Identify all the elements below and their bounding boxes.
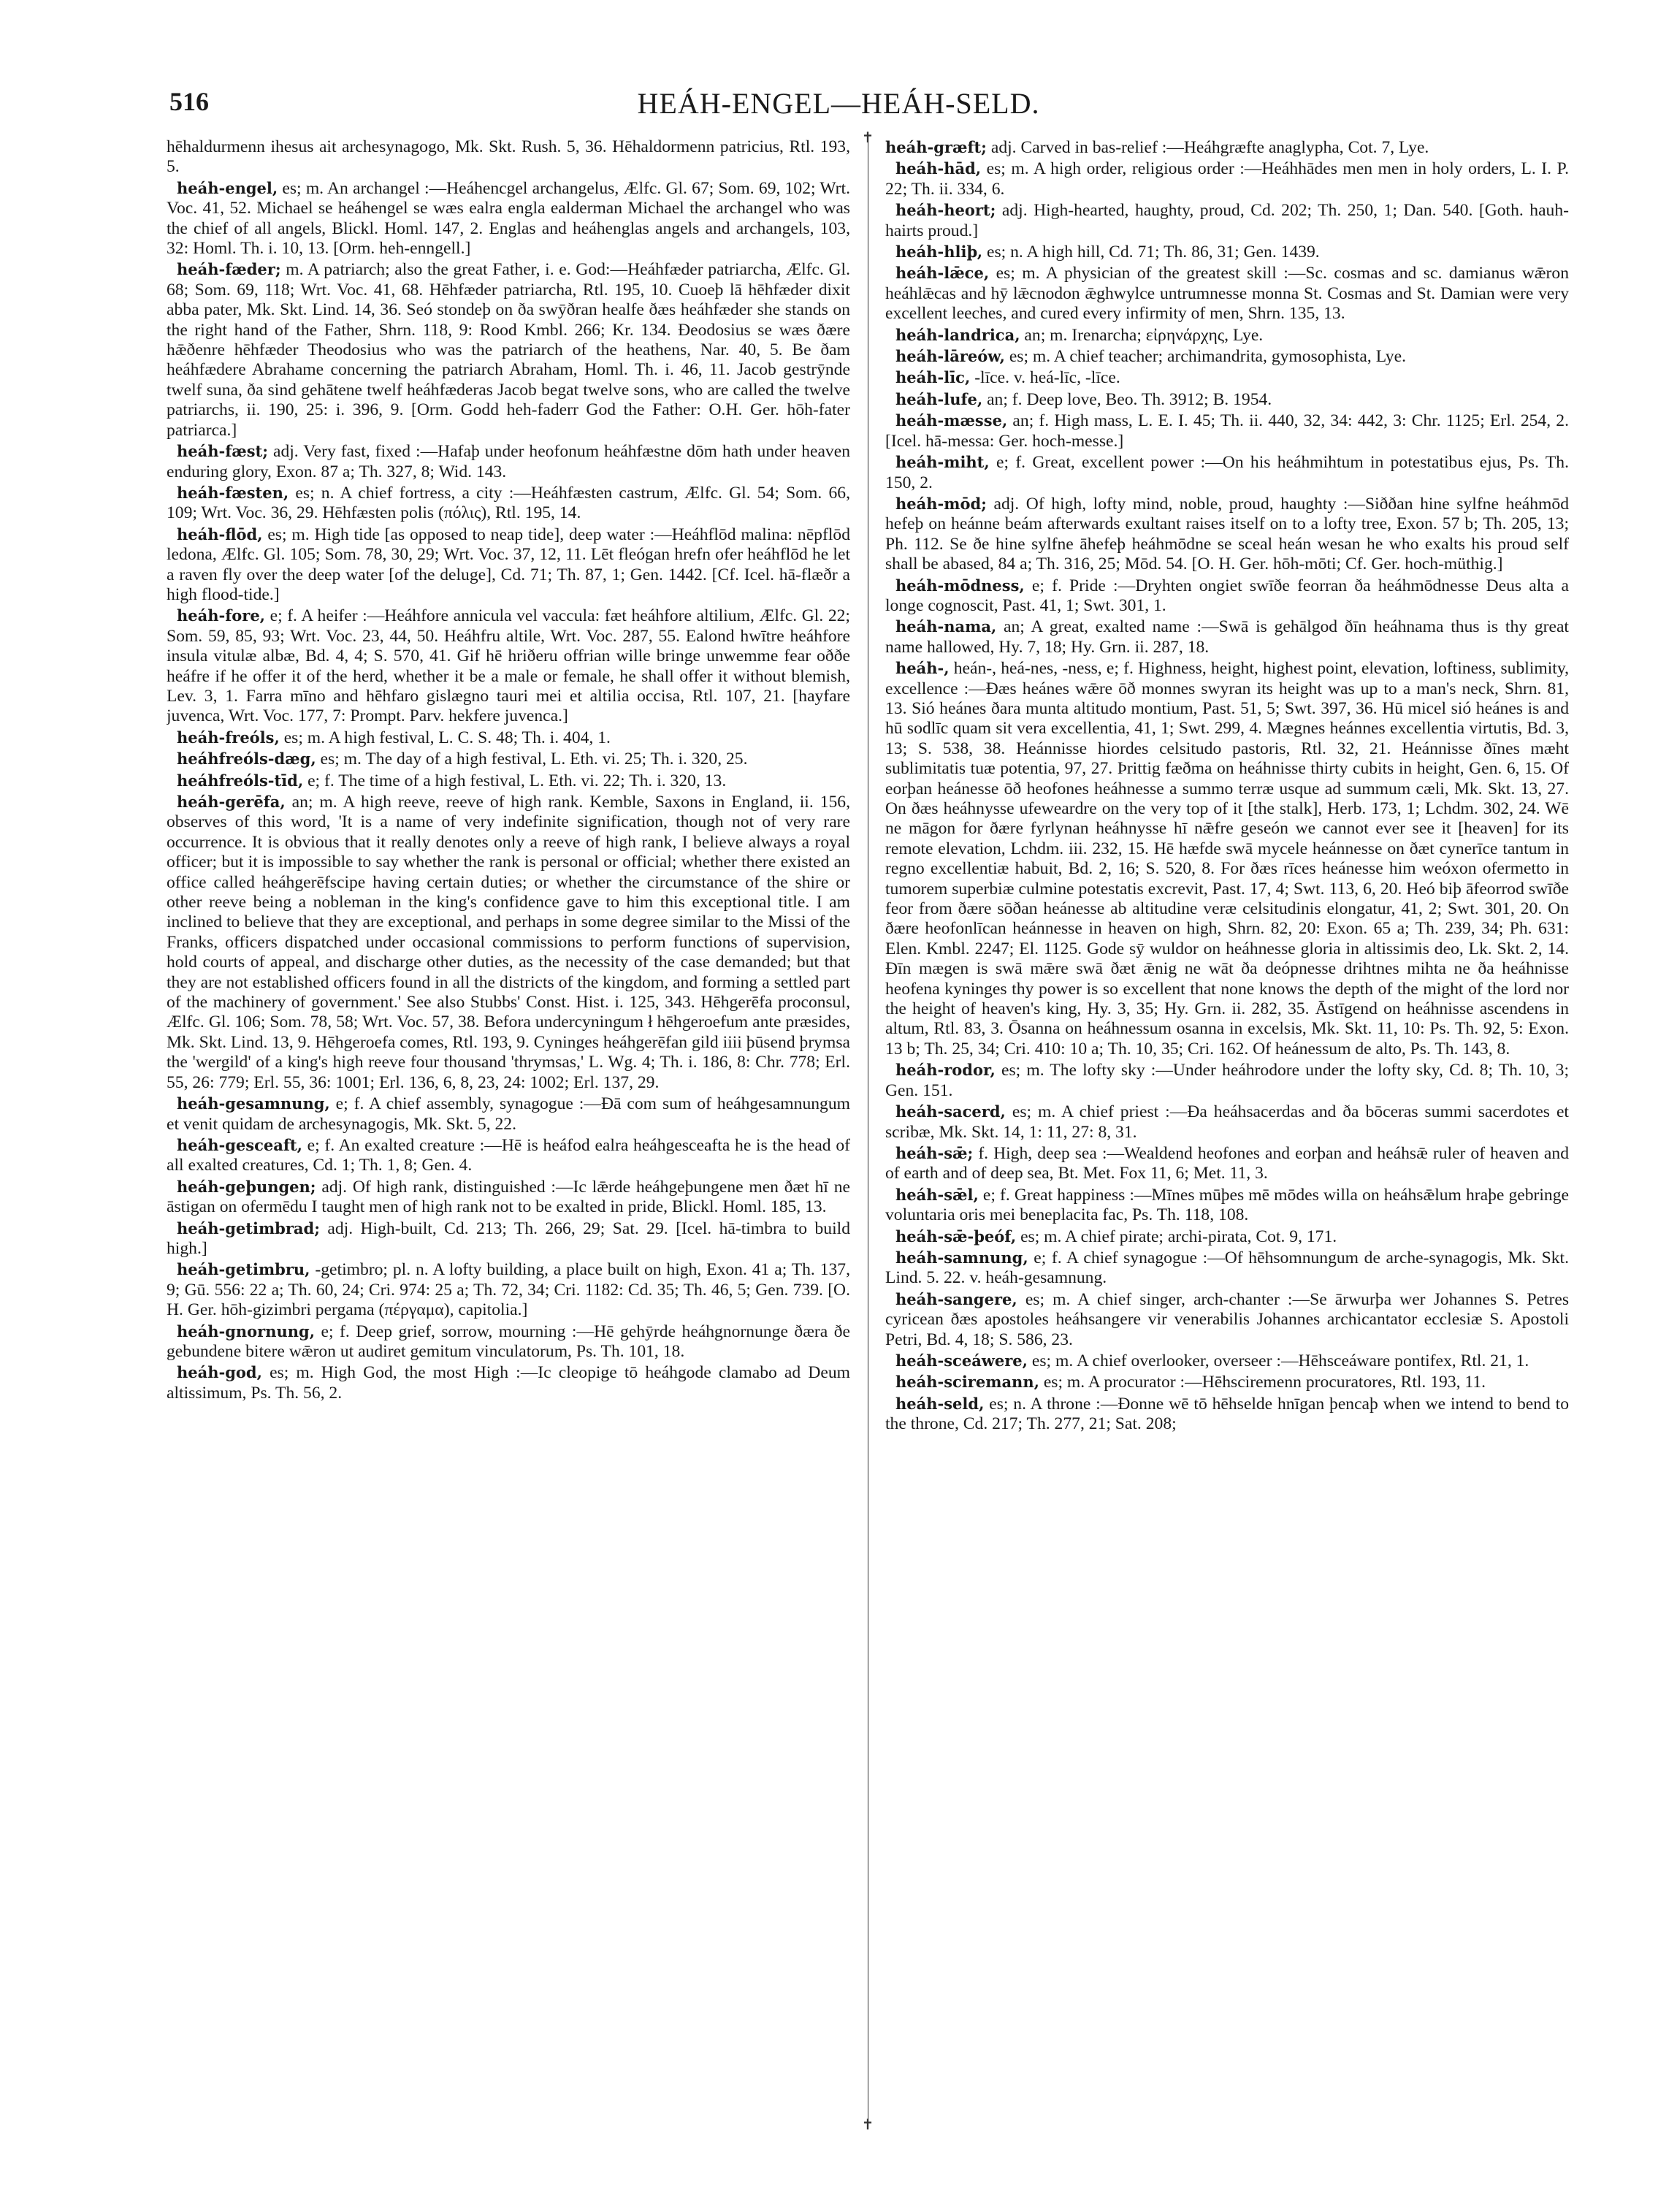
entry-body: f. High, deep sea :—Wealdend heofones and eorþan and heáhsǣ ruler of heaven and of earth and of deep sea, Bt. Met. Fox 11, 6; Met. 11, 3. bbox=[885, 1143, 1569, 1183]
entry-headword: heáh-fore, bbox=[177, 606, 265, 625]
dictionary-entry bbox=[167, 1362, 850, 1403]
dictionary-entry bbox=[885, 346, 1569, 367]
entry-headword: heáhfreóls-tīd, bbox=[177, 771, 304, 790]
entry-headword: heáh-sceáwere, bbox=[895, 1351, 1028, 1370]
entry-headword: heáh-god, bbox=[177, 1363, 262, 1382]
entry-body: es; m. A high order, religious order :—Heáhhādes men men in holy orders, L. I. P. 22; Th. ii. 334, 6. bbox=[885, 159, 1569, 199]
dictionary-entry bbox=[167, 1135, 850, 1176]
entry-headword: heáh-seld, bbox=[895, 1394, 985, 1413]
entry-body: es; m. A chief overlooker, overseer :—Hēhsceáware pontifex, Rtl. 21, 1. bbox=[1031, 1351, 1529, 1370]
dictionary-entry bbox=[885, 576, 1569, 617]
dictionary-entry bbox=[167, 606, 850, 726]
dictionary-entry bbox=[885, 263, 1569, 324]
dictionary-entry bbox=[167, 178, 850, 259]
dictionary-entry bbox=[885, 411, 1569, 451]
entry-headword: heáh-sǣ; bbox=[895, 1143, 974, 1162]
entry-body: es; m. High tide [as opposed to neap tide], deep water :—Heáhflōd malina: nēpflōd ledona, Ælfc. Gl. 105; Som. 78, 30, 29; Wrt. Voc. 37, 12, 11. Lēt fleógan hrefn ofer heáhflōd he let a raven fly over the deep water [of the deluge], Cd. 71; Th. 87, 1; Gen. 1442. [Cf. Icel. hā-flæðr a high flood-tide.] bbox=[167, 525, 850, 604]
entry-headword: heáh-mæsse, bbox=[895, 411, 1008, 430]
dictionary-entry bbox=[167, 792, 850, 1093]
entry-headword: heáh-geþungen; bbox=[177, 1177, 316, 1196]
entry-body: adj. Of high rank, distinguished :—Ic lǣrde heáhgeþungene men ðæt hī ne āstigan on ofermēdu I taught men of high rank not to be exalted in pride, Blickl. Homl. 185, 13. bbox=[167, 1177, 850, 1217]
dictionary-entry bbox=[167, 137, 850, 178]
left-column bbox=[167, 137, 850, 2154]
entry-headword: heáh-mōdness, bbox=[895, 576, 1025, 595]
entry-headword: heáh-gesceaft, bbox=[177, 1135, 302, 1154]
entry-body: es; m. A high festival, L. C. S. 48; Th. i. 404, 1. bbox=[283, 728, 611, 747]
entry-body: es; n. A chief fortress, a city :—Heáhfæsten castrum, Ælfc. Gl. 54; Som. 66, 109; Wrt. Voc. 36, 29. Hēhfæsten polis (πόλις), Rtl. 195, 14. bbox=[167, 483, 850, 523]
dictionary-entry bbox=[885, 200, 1569, 241]
dictionary-entry bbox=[885, 1102, 1569, 1143]
entry-headword: heáh-hād, bbox=[895, 159, 982, 178]
entry-headword: heáh-līc, bbox=[895, 368, 971, 387]
entry-body: -getimbro; pl. n. A lofty building, a place built on high, Exon. 41 a; Th. 137, 9; Gū. 556: 22 a; Th. 60, 24; Cri. 974: 25 a; Th. 72, 34; Cri. 1182: Cd. 35; Th. 46, 5; Gen. 739. [O. H. Ger. hōh-gizimbri pergama (πέργαμα), capitolia.] bbox=[167, 1260, 850, 1320]
entry-body: e; f. The time of a high festival, L. Eth. vi. 22; Th. i. 320, 13. bbox=[307, 771, 727, 790]
entry-body: heán-, heá-nes, -ness, e; f. Highness, height, highest point, elevation, loftiness, sublimity, excellence :—Ðæs heánes wǣre ōð monnes swyran its height was up to a man's neck, Shrn. 81, 13. Sió heánes ðara munta altitudo montium, Past. 51, 5; Swt. 397, 36. Hū micel sió heánes is and hū sodlīc quam sit vera excellentia, 41, 1; Swt. 299, 4. Mægnes heánnes excellentia virtutis, Bd. 3, 13; S. 538, 38. Heánnisse hiordes celsitudo pastoris, Rtl. 32, 21. Heánnisse ðīnes mæht sublimitatis tuæ potentia, 97, 27. Þrittig fæðma on heáhnisse thirty cubits in height, Gen. 6, 15. Of eorþan heánesse ōð heofones heáhnesse a summo terræ usque ad summum cæli, Mk. Skt. 13, 27. On ðæs heáhnysse ufeweardre on the very top of it [the stalk], Herb. 173, 1; Lchdm. 302, 24. Wē ne māgon for ðære fyrlynan heáhnysse hī nǣfre geseón we cannot ever see it [heaven] for its remote elevation, Lchdm. iii. 232, 15. Hē hæfde swā mycele heánnesse on ðæt cynerīce tantum in regno excellentiæ habuit, Bd. 2, 16; S. 520, 8. For ðæs rīces heánesse him weóxon ofermetto in tumorem superbiæ culmine potestatis excrevit, Past. 17, 4; Swt. 113, 6, 20. Heó biþ āfeorrod swīðe feor from ðære sōðan heánesse ab altitudine veræ celsitudinis elongatur, 41, 2; Swt. 301, 20. On ðære heofonlīcan heánnesse in heaven on high, Shrn. 82, 20: Exon. 65 a; Th. 239, 34; Ph. 631: Elen. Kmbl. 2247; El. 1125. Gode sȳ wuldor on heáhnesse gloria in altissimis deo, Lk. Skt. 2, 14. Ðīn mægen is swā mǣre swā ðæt ǣnig ne wāt ða deópnesse drihtnes mihta ne ða heáhnisse heofena kyninges thy power is so excellent that none knows the depth of the might of the lord nor the height of heaven's king, Hy. 3, 35; Hy. Grn. ii. 282, 35. Āstīgend on heáhnisse ascendens in altum, Rtl. 83, 3. Ōsanna on heáhnessum osanna in excelsis, Mk. Skt. 11, 10: Ps. Th. 92, 5: Exon. 13 b; Th. 25, 34; Cri. 410: 10 a; Th. 10, 35; Cri. 162. Of heánessum de alto, Ps. Th. 143, 8. bbox=[885, 659, 1569, 1059]
entry-body: es; n. A throne :—Ðonne wē tō hēhselde hnīgan þencaþ when we intend to bend to the throne, Cd. 217; Th. 277, 21; Sat. 208; bbox=[885, 1394, 1569, 1434]
entry-headword: heáh-hliþ, bbox=[895, 243, 983, 262]
entry-headword: heáh-rodor, bbox=[895, 1061, 996, 1080]
entry-headword: heáh-sacerd, bbox=[895, 1102, 1006, 1121]
dictionary-entry bbox=[167, 483, 850, 524]
entry-body: m. A patriarch; also the great Father, i. e. God:—Heáhfæder patriarcha, Ælfc. Gl. 68; Som. 69, 118; Wrt. Voc. 41, 68. Hēhfæder patriarcha, Rtl. 195, 10. Cuoeþ lā hēhfæder dixit abba pater, Mk. Skt. Lind. 14, 36. Seó stondeþ on ða swȳðran healfe ðæs heáhfæder she stands on the right hand of the Father, Shrn. 118, 9: Rood Kmbl. 266; Kr. 134. Đeodosius se wæs ðære hǣðenre hēhfæder Theodosius who was the patriarch of the heathens, Nar. 40, 5. Be ðam heáhfædere Abrahame concerning the patriarch Abraham, Homl. Th. i. 46, 11. Jacob gestrȳnde twelf suna, ða sind gehātene twelf heáhfæderas Jacob begat twelve sons, who are called the twelve patriarchs, ii. 190, 25: i. 396, 9. [Orm. Godd heh-faderr God the Father: O.H. Ger. hōh-fater patriarca.] bbox=[167, 260, 850, 440]
entry-body: an; A great, exalted name :—Swā is gehālgod ðīn heáhnama thus is thy great name hallowed, Hy. 7, 18; Hy. Grn. ii. 287, 18. bbox=[885, 617, 1569, 657]
entry-headword: heáh-sǣl, bbox=[895, 1185, 979, 1204]
entry-headword: heáh-getimbrad; bbox=[177, 1218, 320, 1237]
dictionary-entry bbox=[885, 1227, 1569, 1247]
entry-body: es; m. A chief teacher; archimandrita, gymosophista, Lye. bbox=[1009, 347, 1406, 367]
entry-body: es; m. An archangel :—Heáhencgel archangelus, Ælfc. Gl. 67; Som. 69, 102; Wrt. Voc. 41, 52. Michael se heáhengel se wæs ealra engla ealderman Michael the archangel who was the chief of all angels, Blickl. Homl. 147, 2. Englas and heáhenglas angels and archangels, 103, 32: Homl. Th. i. 10, 13. [Orm. heh-enngell.] bbox=[167, 178, 850, 259]
dictionary-entry bbox=[885, 1372, 1569, 1392]
entry-body: an; m. A high reeve, reeve of high rank. Kemble, Saxons in England, ii. 156, observes of this word, 'It is a name of very indefinite signification, though not of very rare occurrence. It is obvious that it really denotes only a reeve of high rank, I believe always a royal officer; but it is impossible to say whether the rank is personal or official; whether there existed an office called heáhgerēfscipe having certain duties; or whether the circumstance of the shire or other reeve being a nobleman in the king's confidence gave to him this exceptional title. I am inclined to believe that they are exceptional, and perhaps in some degree similar to the Missi of the Franks, officers dispatched under occasional commissions to perform functions of supervision, hold courts of appeal, and discharge other duties, as the necessity of the case demanded; but that they are not established officers found in all the districts of the kingdom, and forming a settled part of the machinery of government.' See also Stubbs' Const. Hist. i. 125, 343. Hēhgerēfa proconsul, Ælfc. Gl. 106; Som. 78, 58; Wrt. Voc. 57, 38. Befora undercyningum ł hēhgeroefum ante præsides, Mk. Skt. Lind. 13, 9. Hēhgeroefa comes, Rtl. 193, 9. Cyninges heáhgerēfan gild iiii þūsend þrymsa the 'wergild' of a king's high reeve four thousand 'thrymsas,' L. Wg. 4; Th. i. 186, 8: Chr. 778; Erl. 55, 26: 779; Erl. 55, 36: 1001; Erl. 136, 6, 8, 23, 24: 1002; Erl. 137, 29. bbox=[167, 793, 850, 1092]
entry-headword: heáh-fæst; bbox=[177, 442, 269, 461]
entry-headword: heáh-getimbru, bbox=[177, 1260, 310, 1279]
dictionary-entry bbox=[167, 1218, 850, 1259]
entry-headword: heáh-sangere, bbox=[895, 1289, 1017, 1308]
dictionary-entry bbox=[885, 137, 1569, 158]
entry-body: -līce. v. heá-līc, -līce. bbox=[974, 368, 1120, 388]
entry-body: adj. Very fast, fixed :—Hafaþ under heofonum heáhfæstne dōm hath under heaven enduring glory, Exon. 87 a; Th. 327, 8; Wid. 143. bbox=[167, 442, 850, 481]
entry-headword: heáh-sciremann, bbox=[895, 1373, 1039, 1392]
entry-body: es; m. A chief pirate; archi-pirata, Cot. 9, 171. bbox=[1020, 1227, 1337, 1246]
dictionary-entry bbox=[885, 1351, 1569, 1371]
entry-headword: heáh-lǣce, bbox=[895, 264, 990, 283]
entry-headword: heáh-græft; bbox=[885, 138, 987, 156]
entry-headword: heáh-, bbox=[895, 659, 950, 678]
entry-headword: heáh-samnung, bbox=[895, 1248, 1028, 1267]
dictionary-entry bbox=[885, 242, 1569, 262]
entry-body: es; n. A high hill, Cd. 71; Th. 86, 31; Gen. 1439. bbox=[986, 243, 1320, 262]
dictionary-entry bbox=[885, 1394, 1569, 1435]
dictionary-entry bbox=[885, 325, 1569, 346]
dictionary-entry bbox=[885, 452, 1569, 493]
entry-body: e; f. Deep grief, sorrow, mourning :—Hē gehȳrde heáhgnornunge ðæra ðe gebundene bitere wǣron ut audiret gemitum vinculatorum, Ps. Th. 101, 18. bbox=[167, 1322, 850, 1361]
dictionary-entry bbox=[885, 617, 1569, 657]
entry-body: e; f. A chief synagogue :—Of hēhsomnungum de arche-synagogis, Mk. Skt. Lind. 5. 22. v. heáh-gesamnung. bbox=[885, 1248, 1569, 1288]
entry-body: an; f. High mass, L. E. I. 45; Th. ii. 440, 32, 34: 442, 3: Chr. 1125; Erl. 254, 2. [Icel. hā-messa: Ger. hoch-messe.] bbox=[885, 411, 1569, 451]
dictionary-entry bbox=[885, 367, 1569, 388]
entry-headword: heáh-engel, bbox=[177, 178, 278, 197]
dictionary-entry bbox=[167, 1259, 850, 1320]
page-number: 516 bbox=[169, 87, 209, 116]
running-head: HEÁH-ENGEL—HEÁH-SELD. bbox=[637, 87, 1040, 120]
dictionary-entry bbox=[167, 749, 850, 769]
entry-body: an; f. Deep love, Beo. Th. 3912; B. 1954. bbox=[987, 389, 1272, 409]
entry-body: e; f. Great happiness :—Mīnes mūþes mē mōdes willa on heáhsǣlum hraþe gebringe voluntaria oris mei beneplacita fac, Ps. Th. 118, 108. bbox=[885, 1185, 1569, 1225]
entry-headword: heáh-gesamnung, bbox=[177, 1094, 330, 1113]
entry-headword: heáh-freóls, bbox=[177, 728, 280, 747]
dictionary-entry bbox=[167, 1177, 850, 1218]
entry-body: e; f. Great, excellent power :—On his heáhmihtum in potestatibus ejus, Ps. Th. 150, 2. bbox=[885, 453, 1569, 492]
entry-headword: heáh-landrica, bbox=[895, 325, 1020, 344]
divider-ornament-bottom-icon: ✝ bbox=[861, 2116, 874, 2133]
right-column bbox=[885, 137, 1569, 2154]
dictionary-entry bbox=[885, 389, 1569, 410]
dictionary-entry bbox=[885, 1185, 1569, 1226]
entry-body: es; m. The lofty sky :—Under heáhrodore under the lofty sky, Cd. 8; Th. 10, 3; Gen. 151. bbox=[885, 1061, 1569, 1100]
dictionary-entry bbox=[167, 1094, 850, 1134]
divider-ornament-top-icon: ✝ bbox=[861, 129, 874, 146]
entry-body: es; m. High God, the most High :—Ic cleopige tō heáhgode clamabo ad Deum altissimum, Ps. Th. 56, 2. bbox=[167, 1363, 850, 1403]
dictionary-entry bbox=[167, 728, 850, 748]
entry-body: e; f. An exalted creature :—Hē is heáfod ealra heáhgesceafta he is the head of all exalted creatures, Cd. 1; Th. 1, 8; Gen. 4. bbox=[167, 1135, 850, 1175]
dictionary-entry bbox=[167, 1322, 850, 1362]
entry-body: an; m. Irenarcha; εἰρηνάρχης, Lye. bbox=[1024, 325, 1264, 345]
dictionary-entry bbox=[885, 1248, 1569, 1289]
entry-body: es; m. A physician of the greatest skill :—Sc. cosmas and sc. damianus wǣron heáhlǣcas and hȳ lǣcnodon ǣghwylce untrumnesse monna St. Cosmas and St. Damian were very excellent leeches, and cured every infirmity of men, Shrn. 135, 13. bbox=[885, 264, 1569, 324]
dictionary-entry bbox=[885, 1289, 1569, 1350]
dictionary-entry bbox=[167, 771, 850, 791]
page-header bbox=[169, 86, 1508, 130]
entry-body: es; m. A procurator :—Hēhsciremenn procuratores, Rtl. 193, 11. bbox=[1043, 1373, 1486, 1392]
entry-headword: heáh-mōd; bbox=[895, 494, 987, 513]
entry-body: adj. Carved in bas-relief :—Heáhgræfte anaglypha, Cot. 7, Lye. bbox=[990, 138, 1429, 157]
entry-body: es; m. A chief priest :—Ða heáhsacerdas and ða bōceras summi sacerdotes et scribæ, Mk. Skt. 14, 1: 11, 27: 8, 31. bbox=[885, 1102, 1569, 1142]
entry-headword: heáh-lufe, bbox=[895, 389, 983, 408]
entry-body: e; f. A heifer :—Heáhfore annicula vel vaccula: fæt heáhfore altilium, Ælfc. Gl. 22; Som. 59, 85, 93; Wrt. Voc. 23, 44, 50. Heáhfru altile, Wrt. Voc. 287, 55. Ealond hwītre heáhfore insula vitulæ albæ, Bd. 4, 4; S. 570, 41. Gif hē hriðeru offrian wille bringe unwemme fear oððe heáfre if he offer it of the herd, whether it be a male or female, he shall offer it without blemish, Lev. 3, 1. Farra mīno and hēhfaro gislægno tauri mei et altilia occisa, Rtl. 107, 21. [hayfare juvenca, Wrt. Voc. 177, 7: Prompt. Parv. hekfere juvenca.] bbox=[167, 606, 850, 726]
entry-body: es; m. A chief singer, arch-chanter :—Se ārwurþa wer Johannes S. Petres cyricean ðæs apostoles heáhsangere vir venerabilis Johannes archicantator ecclesiæ S. Apostoli Petri, Bd. 4, 18; S. 586, 23. bbox=[885, 1289, 1569, 1349]
entry-body: adj. Of high, lofty mind, noble, proud, haughty :—Siððan hine sylfne heáhmōd hefeþ on heánne beám afterwards exultant raises itself on to a lofty tree, Exon. 57 b; Th. 205, 13; Ph. 112. Se ðe hine sylfne āhefeþ heáhmōdne se sceal heán wesan he who exalts his proud self shall be abased, 84 a; Th. 316, 25; Mōd. 54. [O. H. Ger. hōh-mōti; Cf. Ger. hoch-müthig.] bbox=[885, 494, 1569, 574]
dictionary-entry bbox=[167, 525, 850, 606]
dictionary-entry bbox=[885, 658, 1569, 1059]
entry-headword: heáh-miht, bbox=[895, 453, 990, 472]
entry-body: es; m. The day of a high festival, L. Eth. vi. 25; Th. i. 320, 25. bbox=[320, 750, 748, 769]
entry-headword: heáh-nama, bbox=[895, 617, 997, 636]
dictionary-entry bbox=[167, 441, 850, 482]
dictionary-entry bbox=[885, 1060, 1569, 1101]
dictionary-entry bbox=[885, 159, 1569, 199]
entry-body: adj. High-hearted, haughty, proud, Cd. 202; Th. 250, 1; Dan. 540. [Goth. hauh-hairts proud.] bbox=[885, 201, 1569, 240]
entry-body: e; f. A chief assembly, synagogue :—Ðā com sum of heáhgesamnungum et venit quidam de archesynagogis, Mk. Skt. 5, 22. bbox=[167, 1094, 850, 1134]
dictionary-entry bbox=[885, 494, 1569, 575]
entry-headword: heáh-heort; bbox=[895, 201, 996, 220]
entry-headword: heáh-lāreów, bbox=[895, 347, 1005, 366]
entry-headword: heáh-gnornung, bbox=[177, 1322, 316, 1340]
dictionary-entry bbox=[885, 1143, 1569, 1184]
entry-headword: heáh-fæder; bbox=[177, 260, 281, 279]
entry-headword: heáh-fæsten, bbox=[177, 483, 289, 502]
entry-body: adj. High-built, Cd. 213; Th. 266, 29; Sat. 29. [Icel. hā-timbra to build high.] bbox=[167, 1218, 850, 1258]
entry-headword: heáhfreóls-dæg, bbox=[177, 750, 316, 769]
dictionary-entry bbox=[167, 259, 850, 441]
entry-body: e; f. Pride :—Dryhten ongiet swīðe feorran ða heáhmōdnesse Deus alta a longe cognoscit, Past. 41, 1; Swt. 301, 1. bbox=[885, 576, 1569, 615]
entry-headword: heáh-flōd, bbox=[177, 525, 263, 544]
entry-body: hēhaldurmenn ihesus ait archesynagogo, Mk. Skt. Rush. 5, 36. Hēhaldormenn patricius, Rtl. 193, 5. bbox=[167, 137, 850, 177]
entry-headword: heáh-sǣ-þeóf, bbox=[895, 1227, 1017, 1246]
entry-headword: heáh-gerēfa, bbox=[177, 793, 286, 811]
